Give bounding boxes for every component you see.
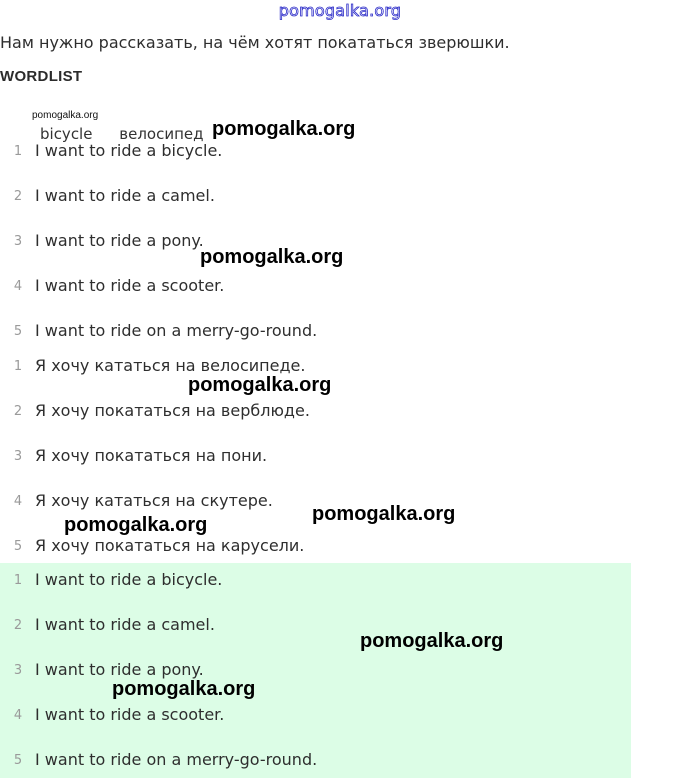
cropped-word-english: bicycle	[40, 125, 93, 143]
list-item	[0, 698, 631, 743]
item-number: 2	[13, 618, 23, 633]
item-number: 4	[13, 708, 23, 723]
list-item	[0, 265, 631, 310]
item-text: I want to ride on a merry-go-round.	[35, 750, 318, 769]
list-item	[0, 563, 631, 608]
item-text: I want to ride a bicycle.	[35, 141, 223, 160]
item-number: 3	[13, 663, 23, 678]
watermark: pomogalka.org	[312, 503, 456, 525]
item-number: 1	[13, 359, 23, 374]
item-number: 2	[13, 189, 23, 204]
item-number: 4	[13, 279, 23, 294]
item-text: I want to ride a scooter.	[35, 705, 225, 724]
cropped-word-russian: велосипед	[119, 125, 204, 143]
list-item	[0, 175, 631, 220]
item-text: Я хочу покататься на пони.	[35, 446, 268, 465]
item-number: 5	[13, 324, 23, 339]
item-text: Я хочу кататься на скутере.	[35, 491, 273, 510]
watermark: pomogalka.org	[112, 678, 256, 700]
watermark: pomogalka.org	[64, 514, 208, 536]
item-text: I want to ride a scooter.	[35, 276, 225, 295]
answer-sentence-list	[0, 563, 631, 778]
item-number: 4	[13, 494, 23, 509]
watermark: pomogalka.org	[188, 374, 332, 396]
item-number: 3	[13, 449, 23, 464]
item-number: 1	[13, 573, 23, 588]
item-text: I want to ride a pony.	[35, 231, 204, 250]
site-header[interactable]: pomogalka.org	[278, 1, 402, 20]
list-item	[0, 435, 631, 480]
item-text: I want to ride a pony.	[35, 660, 204, 679]
item-text: I want to ride on a merry-go-round.	[35, 321, 318, 340]
item-number: 5	[13, 539, 23, 554]
watermark: pomogalka.org	[360, 630, 504, 652]
list-item	[0, 310, 631, 345]
item-text: I want to ride a bicycle.	[35, 570, 223, 589]
item-text: I want to ride a camel.	[35, 615, 215, 634]
item-text: I want to ride a camel.	[35, 186, 215, 205]
item-text: Я хочу покататься на карусели.	[35, 536, 305, 555]
list-item	[0, 653, 631, 698]
english-sentence-list	[0, 130, 631, 345]
wordlist-heading: WORDLIST	[0, 68, 83, 85]
item-text: Я хочу покататься на верблюде.	[35, 401, 310, 420]
watermark: pomogalka.org	[212, 118, 356, 140]
item-number: 5	[13, 753, 23, 768]
small-watermark: pomogalka.org	[32, 110, 99, 121]
item-number: 2	[13, 404, 23, 419]
item-text: Я хочу кататься на велосипеде.	[35, 356, 306, 375]
item-number: 1	[13, 144, 23, 159]
list-item	[0, 743, 631, 778]
list-item	[0, 608, 631, 653]
item-number: 3	[13, 234, 23, 249]
task-text: Нам нужно рассказать, на чём хотят покататься зверюшки.	[0, 33, 510, 52]
watermark: pomogalka.org	[200, 246, 344, 268]
